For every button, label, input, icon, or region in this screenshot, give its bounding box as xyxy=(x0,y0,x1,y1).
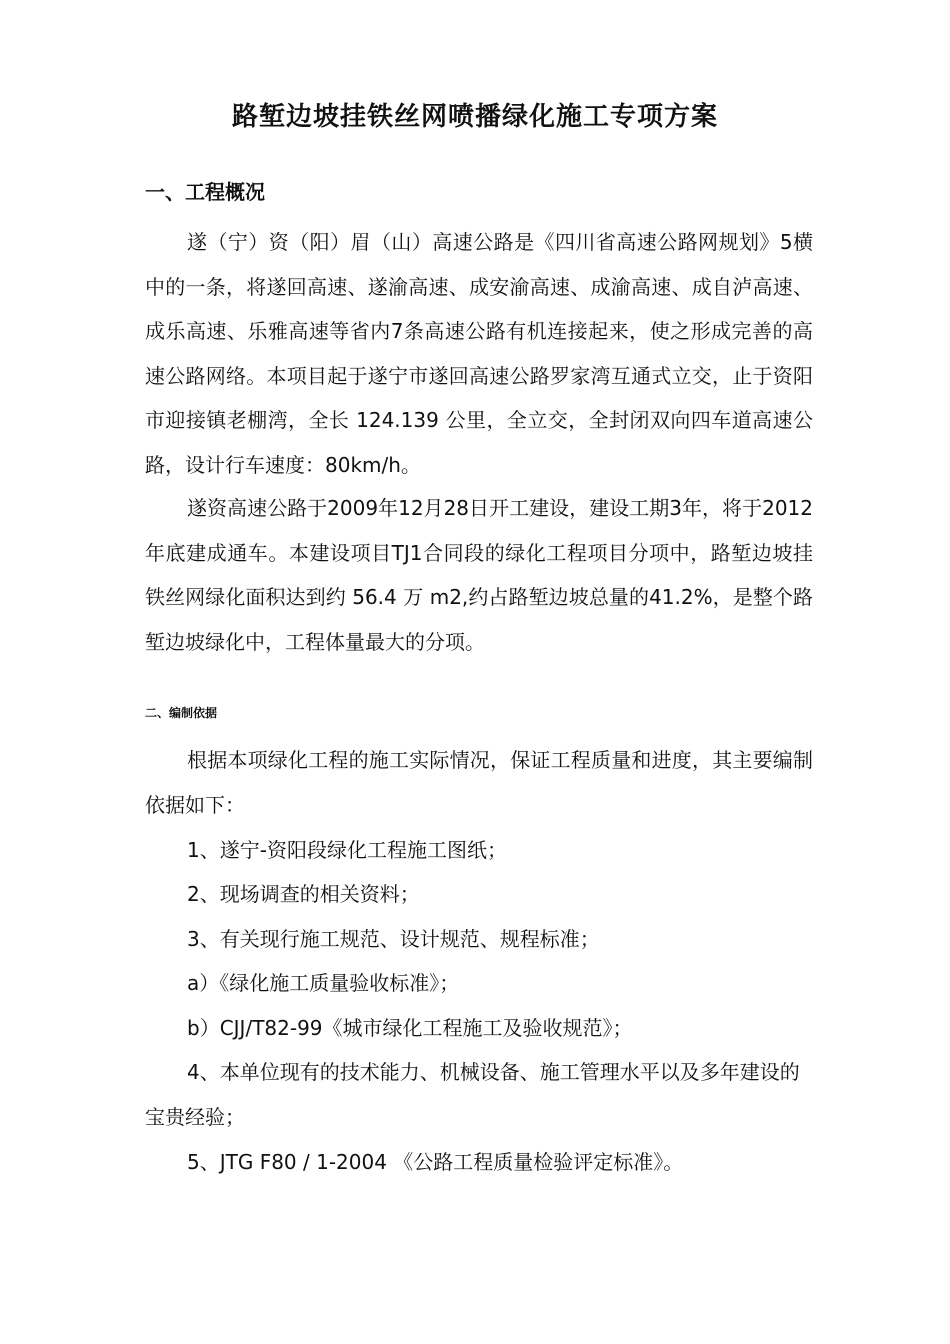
section-heading-basis: 二、编制依据 xyxy=(145,706,218,720)
overview-paragraph-1: 遂（宁）资（阳）眉（山）高速公路是《四川省高速公路网规划》5横中的一条，将遂回高速、遂渝高速、成安渝高速、成渝高速、成自泸高速、成乐高速、乐雅高速等省内7条高速公路有机连接起来，使之形成完善的高速公路网络。本项目起于遂宁市遂回高速公路罗家湾互通式立交，止于资阳市迎接镇老棚湾，全长 124.139 公里，全立交，全封闭双向四车道高速公路，设计行车速度：80km/h。 xyxy=(145,230,813,477)
section-heading-overview: 一、工程概况 xyxy=(145,180,265,204)
basis-list-item: 4、本单位现有的技术能力、机械设备、施工管理水平以及多年建设的宝贵经验； xyxy=(145,1060,800,1129)
basis-list-item: 3、有关现行施工规范、设计规范、规程标准； xyxy=(187,927,600,951)
basis-list-item: 5、JTG F80 / 1-2004 《公路工程质量检验评定标准》。 xyxy=(187,1150,684,1174)
basis-list-item: 1、遂宁-资阳段绿化工程施工图纸； xyxy=(187,838,507,862)
basis-list-item: a）《绿化施工质量验收标准》； xyxy=(187,971,460,995)
basis-list-item: b）CJJ/T82-99《城市绿化工程施工及验收规范》； xyxy=(187,1016,633,1040)
basis-intro-paragraph: 根据本项绿化工程的施工实际情况，保证工程质量和进度，其主要编制依据如下： xyxy=(145,748,813,817)
overview-paragraph-2: 遂资高速公路于2009年12月28日开工建设，建设工期3年，将于2012年底建成通车。本建设项目TJ1合同段的绿化工程项目分项中，路堑边坡挂铁丝网绿化面积达到约 56.4 万 m2,约占路堑边坡总量的41.2%，是整个路堑边坡绿化中，工程体量最大的分项。 xyxy=(145,496,813,654)
document-title: 路堑边坡挂铁丝网喷播绿化施工专项方案 xyxy=(231,102,718,132)
basis-list-item: 2、现场调查的相关资料； xyxy=(187,882,420,906)
